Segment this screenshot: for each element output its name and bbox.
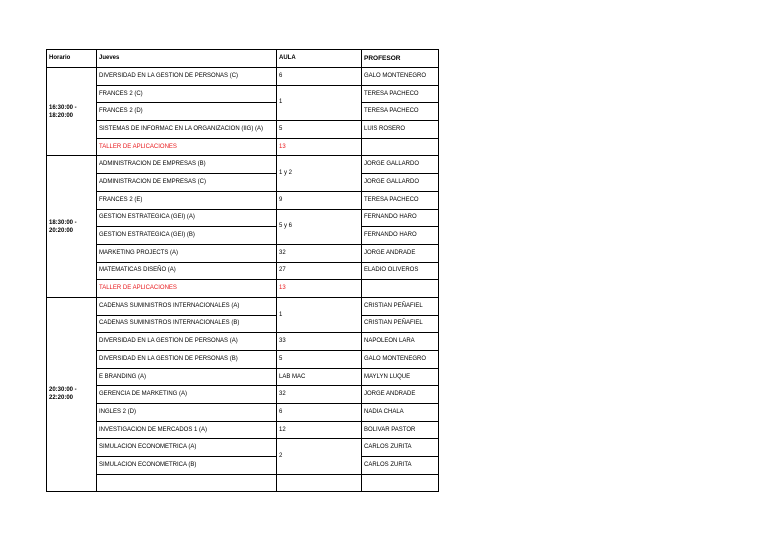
table-row: [47, 457, 439, 475]
subject-cell: ADMINISTRACION DE EMPRESAS (C): [97, 174, 277, 192]
time-slot: 16:30:00 - 18:20:00: [47, 68, 97, 156]
table-row: [47, 421, 439, 439]
teacher-cell: CARLOS ZURITA: [362, 457, 439, 475]
empty-cell: [277, 474, 362, 491]
room-cell: 32: [277, 386, 362, 404]
room-cell: 1 y 2: [277, 156, 362, 191]
table-row: [47, 333, 439, 351]
time-slot: 18:30:00 - 20:20:00: [47, 156, 97, 298]
room-cell: 33: [277, 333, 362, 351]
subject-cell: E BRANDING (A): [97, 368, 277, 386]
table-row: [47, 191, 439, 209]
subject-cell: FRANCES 2 (C): [97, 85, 277, 103]
room-cell: LAB MAC: [277, 368, 362, 386]
table-row: [47, 262, 439, 280]
teacher-cell: TERESA PACHECO: [362, 103, 439, 121]
table-row: [47, 209, 439, 227]
table-row: [47, 386, 439, 404]
teacher-cell: GALO MONTENEGRO: [362, 68, 439, 86]
table-row: [47, 315, 439, 333]
room-cell: 5: [277, 351, 362, 369]
room-cell: 1: [277, 85, 362, 120]
teacher-cell: JORGE GALLARDO: [362, 174, 439, 192]
teacher-cell: MAYLYN LUQUE: [362, 368, 439, 386]
teacher-cell: BOLIVAR PASTOR: [362, 421, 439, 439]
subject-cell: FRANCES 2 (D): [97, 103, 277, 121]
room-cell: 2: [277, 439, 362, 474]
table-row: [47, 297, 439, 315]
teacher-cell: LUIS ROSERO: [362, 121, 439, 139]
room-cell: 27: [277, 262, 362, 280]
teacher-cell: CARLOS ZURITA: [362, 439, 439, 457]
table-row: [47, 439, 439, 457]
header-day: Jueves: [97, 50, 277, 68]
schedule-table: [46, 49, 439, 492]
subject-cell: FRANCES 2 (E): [97, 191, 277, 209]
subject-cell: CADENAS SUMINISTROS INTERNACIONALES (B): [97, 315, 277, 333]
table-row: [47, 103, 439, 121]
empty-cell: [362, 474, 439, 491]
room-cell: 5: [277, 121, 362, 139]
subject-cell: MARKETING PROJECTS (A): [97, 244, 277, 262]
teacher-cell: CRISTIAN PEÑAFIEL: [362, 297, 439, 315]
table-row: [47, 351, 439, 369]
teacher-cell: TERESA PACHECO: [362, 85, 439, 103]
empty-cell: [97, 474, 277, 491]
table-row: [47, 368, 439, 386]
room-cell: 1: [277, 297, 362, 332]
teacher-cell: NAPOLEON LARA: [362, 333, 439, 351]
subject-cell: INVESTIGACION DE MERCADOS 1 (A): [97, 421, 277, 439]
subject-cell: DIVERSIDAD EN LA GESTION DE PERSONAS (A): [97, 333, 277, 351]
teacher-cell: FERNANDO HARO: [362, 209, 439, 227]
table-row: [47, 156, 439, 174]
table-row: [47, 227, 439, 245]
table-row-empty: [47, 474, 439, 491]
subject-cell: ADMINISTRACION DE EMPRESAS (B): [97, 156, 277, 174]
header-teacher: PROFESOR: [362, 50, 439, 68]
subject-cell: DIVERSIDAD EN LA GESTION DE PERSONAS (C): [97, 68, 277, 86]
subject-cell: SIMULACION ECONOMETRICA (B): [97, 457, 277, 475]
header-time: Horario: [47, 50, 97, 68]
subject-cell: MATEMATICAS DISEÑO (A): [97, 262, 277, 280]
subject-cell: CADENAS SUMINISTROS INTERNACIONALES (A): [97, 297, 277, 315]
teacher-cell: JORGE ANDRADE: [362, 386, 439, 404]
subject-cell: INGLES 2 (D): [97, 404, 277, 422]
table-row: [47, 174, 439, 192]
header-room: AULA: [277, 50, 362, 68]
subject-cell: TALLER DE APLICACIONES: [97, 280, 277, 298]
time-slot: 20:30:00 - 22:20:00: [47, 297, 97, 491]
teacher-cell: FERNANDO HARO: [362, 227, 439, 245]
room-cell: 13: [277, 280, 362, 298]
teacher-cell: CRISTIAN PEÑAFIEL: [362, 315, 439, 333]
subject-cell: SISTEMAS DE INFORMAC EN LA ORGANIZACION (IIG) (A): [97, 121, 277, 139]
teacher-cell: [362, 138, 439, 156]
table-row: [47, 138, 439, 156]
room-cell: 6: [277, 404, 362, 422]
subject-cell: GESTION ESTRATEGICA (GEI) (A): [97, 209, 277, 227]
subject-cell: SIMULACION ECONOMETRICA (A): [97, 439, 277, 457]
table-row: [47, 68, 439, 86]
teacher-cell: TERESA PACHECO: [362, 191, 439, 209]
table-row: [47, 85, 439, 103]
room-cell: 9: [277, 191, 362, 209]
table-row: [47, 280, 439, 298]
teacher-cell: GALO MONTENEGRO: [362, 351, 439, 369]
table-row: [47, 244, 439, 262]
subject-cell: GERENCIA DE MARKETING (A): [97, 386, 277, 404]
room-cell: 13: [277, 138, 362, 156]
room-cell: 6: [277, 68, 362, 86]
teacher-cell: ELADIO OLIVEROS: [362, 262, 439, 280]
subject-cell: TALLER DE APLICACIONES: [97, 138, 277, 156]
table-row: [47, 121, 439, 139]
teacher-cell: JORGE ANDRADE: [362, 244, 439, 262]
teacher-cell: [362, 280, 439, 298]
room-cell: 5 y 6: [277, 209, 362, 244]
subject-cell: GESTION ESTRATEGICA (GEI) (B): [97, 227, 277, 245]
teacher-cell: JORGE GALLARDO: [362, 156, 439, 174]
room-cell: 32: [277, 244, 362, 262]
header-row: [47, 50, 439, 68]
subject-cell: DIVERSIDAD EN LA GESTION DE PERSONAS (B): [97, 351, 277, 369]
table-row: [47, 404, 439, 422]
teacher-cell: NADIA CHALA: [362, 404, 439, 422]
room-cell: 12: [277, 421, 362, 439]
